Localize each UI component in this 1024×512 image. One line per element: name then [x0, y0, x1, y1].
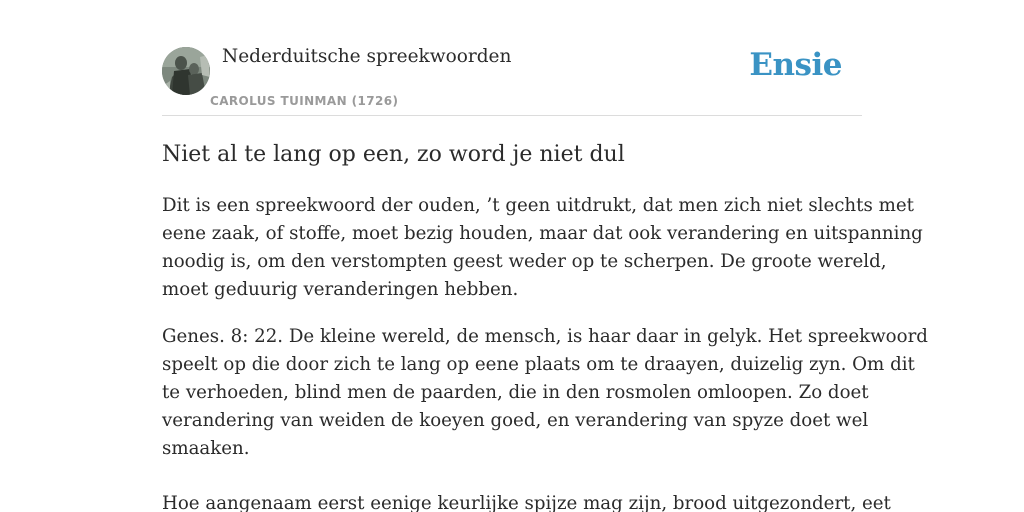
- ensie-logo[interactable]: Ensie: [749, 47, 842, 83]
- paragraph-line: Genes. 8: 22. De kleine wereld, de mensch, is haar daar in gelyk. Het spreekwoord: [162, 326, 928, 347]
- paragraph-line: eene zaak, of stoffe, moet bezig houden, maar dat ook verandering en uitspanning: [162, 223, 923, 244]
- paragraph-line: verandering van weiden de koeyen goed, en verandering van spyze doet wel: [162, 410, 869, 431]
- page-container: [162, 0, 928, 512]
- entry-paragraph: [162, 192, 923, 304]
- paragraph-line: Hoe aangenaam eerst eenige keurlijke spijze mag zijn, brood uitgezondert, eet: [162, 493, 891, 512]
- source-header: [162, 0, 862, 116]
- paragraph-line: smaaken.: [162, 438, 250, 459]
- source-title[interactable]: Nederduitsche spreekwoorden: [222, 46, 512, 67]
- paragraph-line: te verhoeden, blind men de paarden, die in den rosmolen omloopen. Zo doet: [162, 382, 869, 403]
- paragraph-line: Dit is een spreekwoord der ouden, ’t geen uitdrukt, dat men zich niet slechts met: [162, 195, 914, 216]
- entry-title: Niet al te lang op een, zo word je niet dul: [162, 142, 625, 167]
- entry-paragraph: [162, 490, 891, 512]
- entry-paragraph: [162, 323, 928, 463]
- portrait-statue-icon: [162, 47, 210, 95]
- paragraph-line: speelt op die door zich te lang op eene plaats om te draayen, duizelig zyn. Om dit: [162, 354, 915, 375]
- author-avatar[interactable]: [162, 47, 210, 95]
- author-name[interactable]: CAROLUS TUINMAN (1726): [210, 94, 399, 108]
- paragraph-line: moet geduurig veranderingen hebben.: [162, 279, 519, 300]
- paragraph-line: noodig is, om den verstompten geest weder op te scherpen. De groote wereld,: [162, 251, 887, 272]
